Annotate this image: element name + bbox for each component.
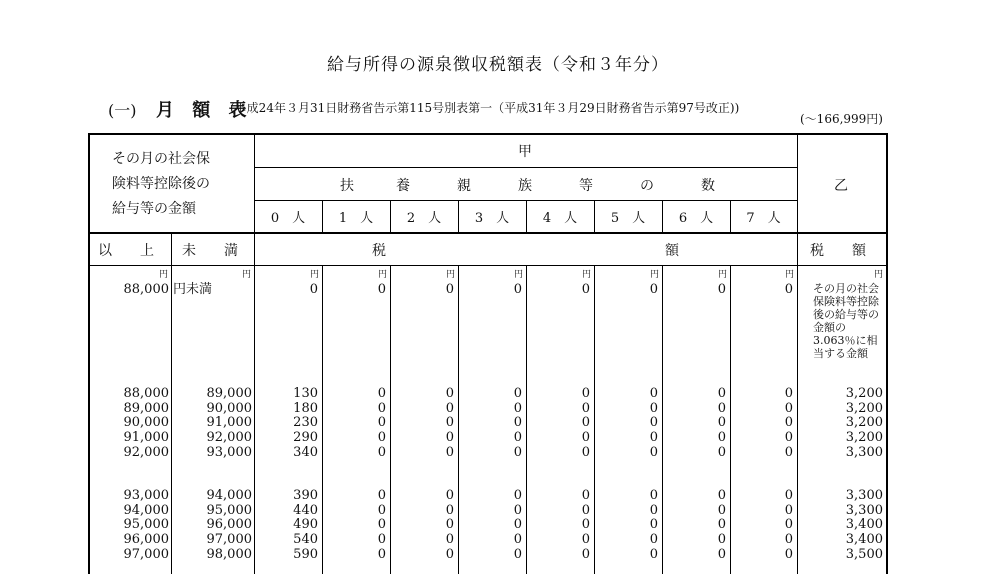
amount-range: (～166,999円) — [800, 112, 883, 126]
row-miman: 90,000 — [206, 400, 252, 416]
row-value-1: 0 — [377, 532, 386, 548]
first-row-value-2: 0 — [445, 282, 454, 297]
dependents-count-2: 2 人 — [406, 211, 442, 226]
row-value-4: 0 — [581, 444, 590, 460]
dependents-count-7: 7 人 — [746, 211, 781, 226]
row-value-5: 0 — [649, 532, 658, 548]
dependents-header-char: 数 — [701, 178, 715, 194]
row-value-7: 0 — [784, 430, 793, 446]
row-value-4: 0 — [581, 517, 590, 533]
row-value-3: 0 — [513, 400, 522, 416]
section-note: (平成24年３月31日財務省告示第115号別表第一（平成31年３月29日財務省告示第97号改正)) — [230, 101, 740, 115]
row-value-3: 0 — [513, 517, 522, 533]
row-value-1: 0 — [377, 430, 386, 446]
first-row-ijou: 88,000 — [123, 282, 169, 297]
row-value-6: 0 — [717, 517, 726, 533]
dependents-header-char: 族 — [518, 178, 532, 194]
row-divider — [88, 265, 886, 266]
row-ijou: 89,000 — [123, 400, 169, 416]
row-value-7: 0 — [784, 400, 793, 416]
dependents-header-char: 等 — [579, 178, 593, 194]
otsu-label: 乙 — [834, 178, 848, 194]
left-caption-line: 給与等の金額 — [112, 201, 196, 217]
row-value-4: 0 — [581, 532, 590, 548]
row-ijou: 88,000 — [123, 386, 169, 401]
row-miman: 96,000 — [206, 517, 252, 533]
row-value-7: 0 — [784, 532, 793, 548]
unit-yen: 円 — [445, 270, 455, 280]
row-value-5: 0 — [649, 488, 658, 503]
row-value-3: 0 — [513, 430, 522, 446]
row-miman: 97,000 — [206, 532, 252, 548]
row-value-7: 0 — [784, 502, 793, 518]
left-caption-line: その月の社会保 — [112, 151, 210, 167]
row-value-3: 0 — [513, 386, 522, 401]
row-value-5: 0 — [649, 386, 658, 401]
page-title: 給与所得の源泉徴収税額表（令和３年分） — [327, 55, 669, 75]
unit-yen: 円 — [581, 270, 591, 280]
row-miman: 98,000 — [206, 546, 252, 562]
row-value-0: 340 — [293, 444, 318, 460]
row-miman: 92,000 — [206, 430, 252, 446]
row-divider — [88, 232, 886, 234]
first-row-value-5: 0 — [649, 282, 658, 297]
row-miman: 95,000 — [206, 502, 252, 518]
row-otsu: 3,200 — [845, 386, 883, 401]
row-divider — [254, 200, 797, 201]
unit-yen: 円 — [717, 270, 727, 280]
row-value-2: 0 — [445, 400, 454, 416]
row-value-0: 490 — [293, 517, 318, 533]
row-value-0: 440 — [293, 502, 318, 518]
row-value-0: 540 — [293, 532, 318, 548]
unit-yen: 円 — [784, 270, 794, 280]
row-value-6: 0 — [717, 532, 726, 548]
row-value-0: 130 — [293, 386, 318, 401]
row-value-6: 0 — [717, 430, 726, 446]
row-value-3: 0 — [513, 532, 522, 548]
row-value-5: 0 — [649, 444, 658, 460]
row-value-6: 0 — [717, 502, 726, 518]
unit-yen: 円 — [513, 270, 523, 280]
row-ijou: 91,000 — [123, 430, 169, 446]
row-value-5: 0 — [649, 502, 658, 518]
row-value-2: 0 — [445, 430, 454, 446]
unit-yen: 円 — [649, 270, 659, 280]
row-value-7: 0 — [784, 517, 793, 533]
row-value-5: 0 — [649, 517, 658, 533]
unit-yen: 円 — [309, 270, 319, 280]
row-value-5: 0 — [649, 430, 658, 446]
row-miman: 93,000 — [206, 444, 252, 460]
row-ijou: 97,000 — [123, 546, 169, 562]
dependents-count-1: 1 人 — [338, 211, 374, 226]
ijou-label: 以 上 — [98, 243, 154, 259]
section-number: (一) — [108, 101, 137, 120]
row-miman: 89,000 — [206, 386, 252, 401]
row-value-5: 0 — [649, 400, 658, 416]
row-value-3: 0 — [513, 488, 522, 503]
row-miman: 94,000 — [206, 488, 252, 503]
dependents-count-5: 5 人 — [610, 211, 646, 226]
row-otsu: 3,400 — [845, 517, 883, 533]
row-value-2: 0 — [445, 532, 454, 548]
dependents-count-3: 3 人 — [474, 211, 510, 226]
row-value-3: 0 — [513, 502, 522, 518]
row-otsu: 3,300 — [845, 488, 883, 503]
otsu-note: その月の社会保険料等控除後の給与等の金額の3.063％に相当する金額 — [813, 282, 879, 360]
row-value-6: 0 — [717, 546, 726, 562]
row-value-0: 180 — [293, 400, 318, 416]
section-title: 月 額 表 — [156, 100, 253, 121]
left-caption-line: 険料等控除後の — [112, 176, 210, 192]
row-value-6: 0 — [717, 444, 726, 460]
row-value-4: 0 — [581, 386, 590, 401]
row-value-1: 0 — [377, 415, 386, 431]
dependents-count-6: 6 人 — [678, 211, 714, 226]
row-value-3: 0 — [513, 415, 522, 431]
row-value-4: 0 — [581, 488, 590, 503]
zeigaku-label: 税 額 — [810, 243, 866, 259]
row-value-1: 0 — [377, 488, 386, 503]
row-otsu: 3,300 — [845, 444, 883, 460]
row-value-1: 0 — [377, 517, 386, 533]
row-value-6: 0 — [717, 488, 726, 503]
row-value-7: 0 — [784, 415, 793, 431]
row-value-4: 0 — [581, 546, 590, 562]
row-divider — [254, 167, 797, 168]
first-row-value-0: 0 — [309, 282, 318, 297]
dependents-count-0: 0 人 — [270, 211, 306, 226]
row-value-2: 0 — [445, 386, 454, 401]
row-value-0: 390 — [293, 488, 318, 503]
row-miman: 91,000 — [206, 415, 252, 431]
unit-yen: 円 — [241, 270, 251, 280]
row-ijou: 94,000 — [123, 502, 169, 518]
dependents-count-4: 4 人 — [542, 211, 578, 226]
unit-yen: 円 — [873, 270, 883, 280]
first-row-value-7: 0 — [784, 282, 793, 297]
row-value-4: 0 — [581, 430, 590, 446]
row-value-1: 0 — [377, 444, 386, 460]
row-value-2: 0 — [445, 415, 454, 431]
row-otsu: 3,200 — [845, 415, 883, 431]
row-value-7: 0 — [784, 488, 793, 503]
row-value-5: 0 — [649, 415, 658, 431]
row-value-7: 0 — [784, 546, 793, 562]
row-value-3: 0 — [513, 444, 522, 460]
row-value-5: 0 — [649, 546, 658, 562]
row-value-7: 0 — [784, 386, 793, 401]
row-value-4: 0 — [581, 415, 590, 431]
row-value-2: 0 — [445, 502, 454, 518]
dependents-header-char: 扶 — [340, 178, 354, 194]
row-value-4: 0 — [581, 400, 590, 416]
first-row-value-6: 0 — [717, 282, 726, 297]
row-otsu: 3,400 — [845, 532, 883, 548]
row-otsu: 3,200 — [845, 430, 883, 446]
row-value-6: 0 — [717, 415, 726, 431]
row-otsu: 3,500 — [845, 546, 883, 562]
unit-yen: 円 — [158, 270, 168, 280]
row-value-7: 0 — [784, 444, 793, 460]
unit-yen: 円 — [377, 270, 387, 280]
row-value-2: 0 — [445, 517, 454, 533]
row-value-1: 0 — [377, 546, 386, 562]
row-otsu: 3,300 — [845, 502, 883, 518]
row-value-0: 230 — [293, 415, 318, 431]
table-border-top — [88, 133, 886, 135]
row-ijou: 90,000 — [123, 415, 169, 431]
dependents-header-char: の — [640, 178, 654, 194]
gaku-label: 額 — [665, 243, 679, 259]
row-value-1: 0 — [377, 400, 386, 416]
row-ijou: 96,000 — [123, 532, 169, 548]
row-value-0: 290 — [293, 430, 318, 446]
miman-label: 未 満 — [182, 243, 238, 259]
table-border-right — [886, 133, 888, 574]
row-value-2: 0 — [445, 444, 454, 460]
row-otsu: 3,200 — [845, 400, 883, 416]
dependents-header-char: 親 — [457, 178, 471, 194]
row-ijou: 95,000 — [123, 517, 169, 533]
row-value-2: 0 — [445, 488, 454, 503]
row-value-1: 0 — [377, 502, 386, 518]
first-row-miman: 円未満 — [173, 282, 213, 297]
row-value-6: 0 — [717, 386, 726, 401]
dependents-header-char: 養 — [396, 178, 410, 194]
first-row-value-4: 0 — [581, 282, 590, 297]
row-value-2: 0 — [445, 546, 454, 562]
row-ijou: 93,000 — [123, 488, 169, 503]
row-value-6: 0 — [717, 400, 726, 416]
row-value-4: 0 — [581, 502, 590, 518]
zei-label: 税 — [372, 243, 386, 259]
row-value-3: 0 — [513, 546, 522, 562]
row-value-0: 590 — [293, 546, 318, 562]
first-row-value-1: 0 — [377, 282, 386, 297]
row-ijou: 92,000 — [123, 444, 169, 460]
first-row-value-3: 0 — [513, 282, 522, 297]
row-value-1: 0 — [377, 386, 386, 401]
kou-label: 甲 — [518, 144, 532, 160]
